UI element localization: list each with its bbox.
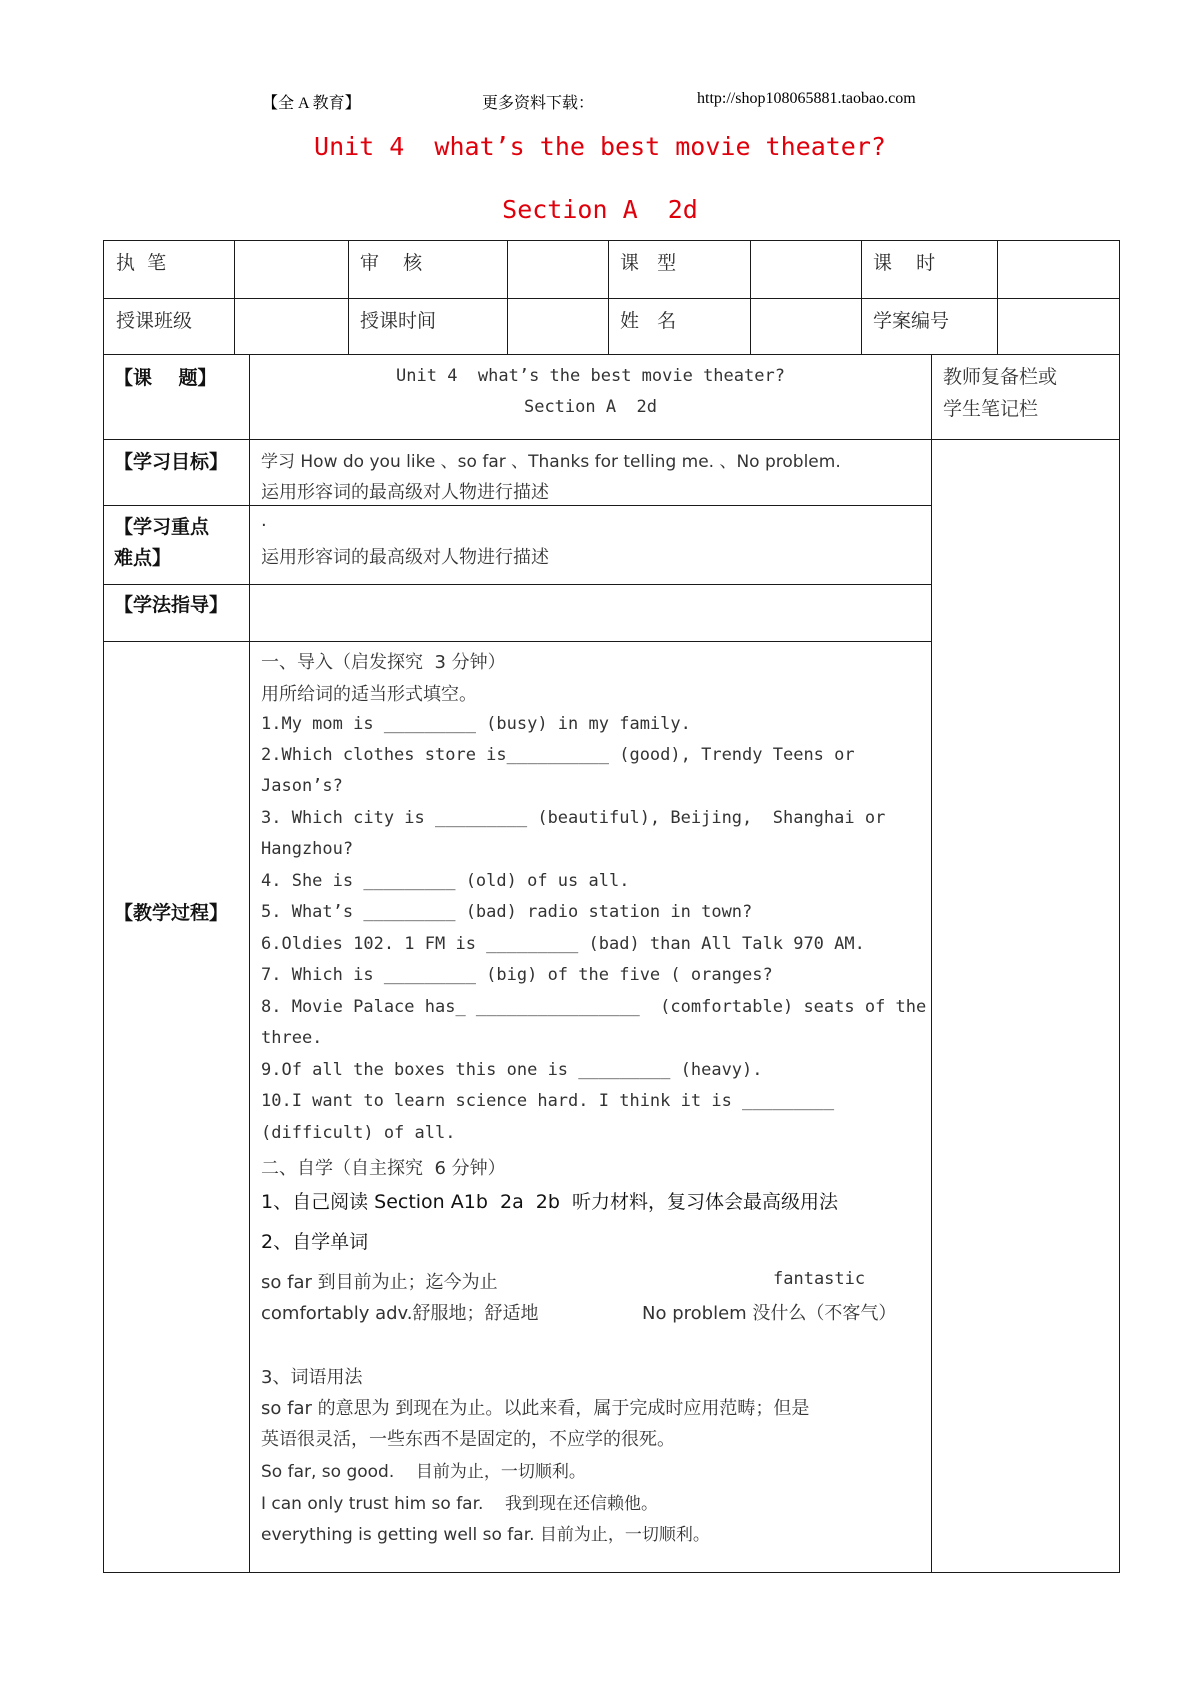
process-line: 1.My mom is _________ (busy) in my family.	[261, 714, 691, 734]
process-line: No problem 没什么（不客气）	[642, 1303, 897, 1324]
notes-label-1: 教师复备栏或	[943, 366, 1058, 388]
process-line: So far, so good. 目前为止，一切顺利。	[261, 1462, 586, 1482]
lesson-table	[103, 355, 1120, 1573]
reviewer-label: 审 核	[360, 252, 423, 274]
key-points-label-2: 难点】	[114, 547, 172, 569]
key-points-label-1: 【学习重点	[114, 516, 210, 538]
info-table	[103, 240, 1120, 355]
process-line: 2、自学单词	[261, 1231, 369, 1253]
process-line: everything is getting well so far. 目前为止，一切顺利。	[261, 1525, 710, 1545]
process-line: 6.Oldies 102. 1 FM is _________ (bad) than All Talk 970 AM.	[261, 934, 865, 954]
objectives-line-2: 运用形容词的最高级对人物进行描述	[261, 482, 549, 503]
process-line: so far 的意思为 到现在为止。以此来看，属于完成时应用范畴；但是	[261, 1398, 810, 1419]
process-line: so far 到目前为止；迄今为止	[261, 1272, 498, 1293]
process-line: 一、导入（启发探究 3 分钟）	[261, 652, 506, 673]
process-line: fantastic	[773, 1269, 866, 1289]
process-line: 10.I want to learn science hard. I think it is _________	[261, 1091, 835, 1111]
topic-line-1: Unit 4 what’s the best movie theater?	[396, 366, 785, 386]
notes-label-2: 学生笔记栏	[943, 398, 1039, 420]
process-line: 8. Movie Palace has_ ________________ (comfortable) seats of the	[261, 997, 927, 1017]
page-title: Unit 4 what’s the best movie theater?	[314, 132, 886, 161]
writer-label: 执 笔	[116, 252, 167, 274]
process-line: I can only trust him so far. 我到现在还信赖他。	[261, 1494, 659, 1514]
process-line: Hangzhou?	[261, 839, 354, 859]
lesson-type-label: 课 型	[620, 252, 677, 274]
brand-label: 【全 A 教育】	[262, 95, 361, 112]
process-line: comfortably adv.舒服地；舒适地	[261, 1303, 539, 1324]
download-label: 更多资料下载：	[482, 95, 595, 112]
process-line: 4. She is _________ (old) of us all.	[261, 871, 630, 891]
process-line: Jason’s?	[261, 776, 343, 796]
class-label: 授课班级	[116, 310, 193, 332]
process-line: 二、自学（自主探究 6 分钟）	[261, 1158, 506, 1179]
key-points-line-1: .	[261, 510, 267, 531]
topic-label: 【课 题】	[114, 367, 217, 389]
method-label: 【学法指导】	[114, 594, 229, 616]
process-line: 7. Which is _________ (big) of the five ( oranges?	[261, 965, 773, 985]
process-line: 9.Of all the boxes this one is _________ (heavy).	[261, 1060, 763, 1080]
process-label: 【教学过程】	[114, 902, 229, 924]
objectives-label: 【学习目标】	[114, 451, 229, 473]
shop-link[interactable]: http://shop108065881.taobao.com	[697, 90, 916, 107]
topic-line-2: Section A 2d	[523, 397, 658, 417]
process-line: 2.Which clothes store is__________ (good), Trendy Teens or	[261, 745, 855, 765]
process-line: (difficult) of all.	[261, 1123, 456, 1143]
process-line: 3、词语用法	[261, 1367, 363, 1388]
objectives-line-1: 学习 How do you like 、so far 、Thanks for telling me. 、No problem.	[261, 452, 841, 472]
name-label: 姓 名	[620, 310, 677, 332]
time-label: 授课时间	[360, 310, 437, 332]
period-label: 课 时	[873, 252, 936, 274]
process-line: 英语很灵活，一些东西不是固定的，不应学的很死。	[261, 1429, 675, 1450]
process-line: three.	[261, 1028, 323, 1048]
page-subtitle: Section A 2d	[502, 195, 698, 224]
process-line: 5. What’s _________ (bad) radio station in town?	[261, 902, 753, 922]
process-line: 3. Which city is _________ (beautiful), Beijing, Shanghai or	[261, 808, 886, 828]
process-line: 1、自己阅读 Section A1b 2a 2b 听力材料，复习体会最高级用法	[261, 1191, 839, 1213]
plan-number-label: 学案编号	[873, 310, 950, 332]
key-points-line-2: 运用形容词的最高级对人物进行描述	[261, 547, 549, 568]
process-line: 用所给词的适当形式填空。	[261, 684, 477, 705]
